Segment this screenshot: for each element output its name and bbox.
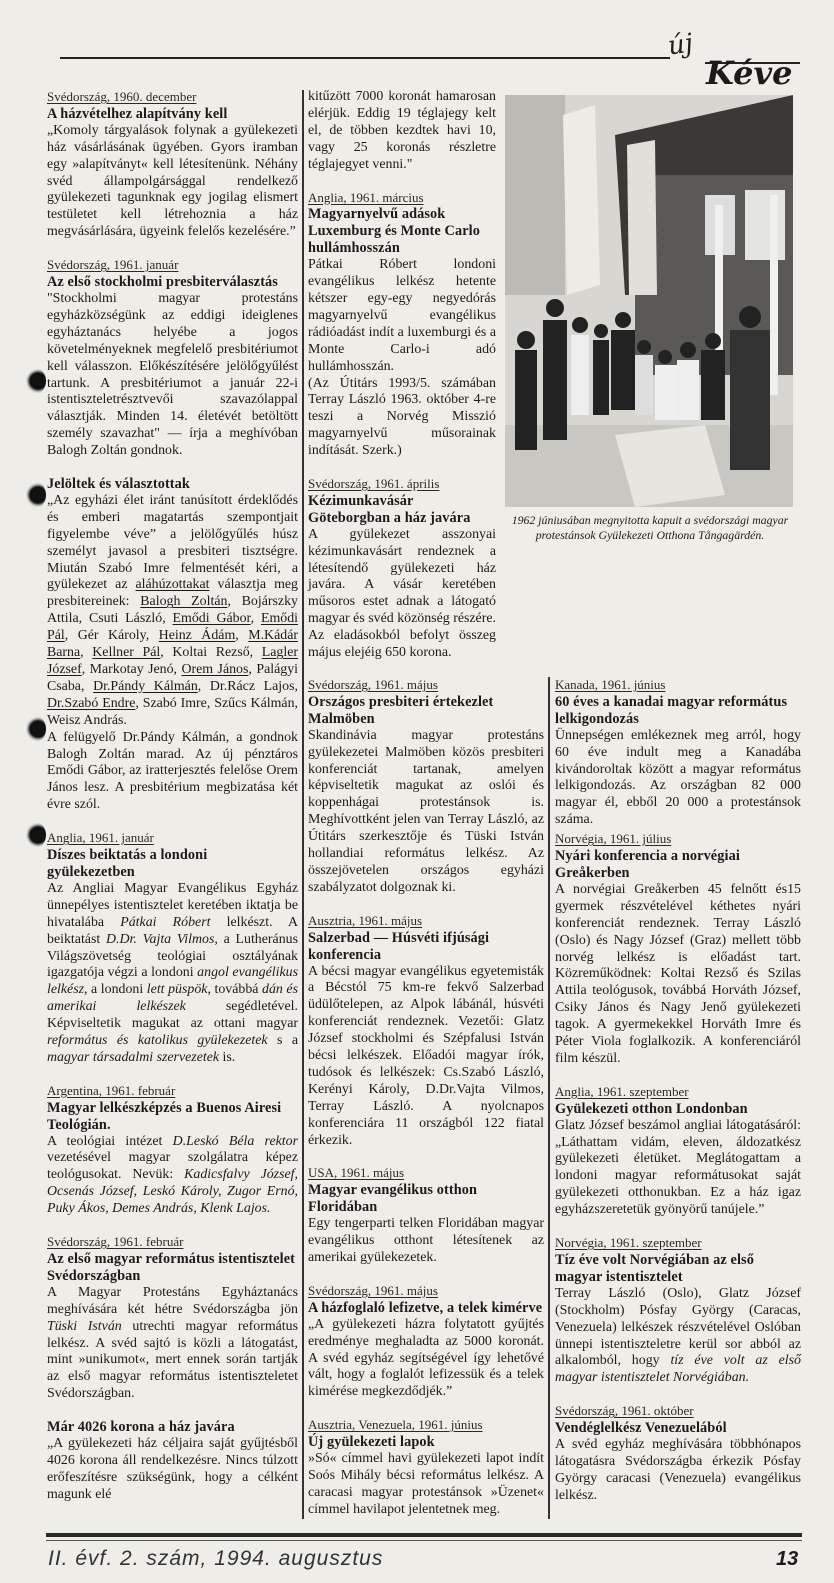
text-run: is.: [219, 1049, 236, 1065]
article-title: Az első magyar református istentisztelet Svédországban: [47, 1251, 296, 1284]
article: [308, 476, 496, 662]
text-run: vezetésével magyar szolgálatra képez teológusokat. Nevük:: [47, 1150, 298, 1183]
article-body: [308, 1216, 544, 1267]
italic-text: Pátkai Róbert: [120, 914, 211, 930]
article-dateline: Svédország, 1960. december: [47, 89, 197, 104]
paragraph: [308, 964, 544, 1150]
article-dateline: Anglia, 1961. szeptember: [555, 1083, 689, 1099]
article: [555, 831, 801, 1068]
text-run: , a Lutheránus Világszövetség teológiai osztályának igazgatója végzi a londoni: [47, 931, 299, 981]
article-dateline: Norvégia, 1961. szeptember: [555, 1235, 702, 1251]
article-body: [47, 1285, 298, 1403]
paragraph: [555, 1118, 801, 1219]
underlined-name: Emődi Pál: [47, 611, 298, 644]
underlined-name: Lagler József: [47, 645, 299, 677]
article-dateline: Argentina, 1961. február: [47, 1082, 176, 1098]
text-run: , Palágyi Csaba,: [47, 662, 299, 694]
text-run: Skandinávia magyar protestáns gyülekezetei Malmöben közös presbiteri konferenciát tartanak, amelyen képviseltetik magukat az oslói és koppenhágai protestánsok is. Meghívottként jelen van Terray László, az Útitárs szerkesztője és Tüski István hollandiai református lelkész. Az összejövetelen országos egyházi szabályzatot dolgoznak ki.: [308, 727, 544, 895]
article-title: Magyar evangélikus otthon Floridában: [308, 1182, 478, 1216]
text-run: , továbbá: [207, 982, 263, 998]
italic-text: dán és amerikai lelkészek: [47, 982, 298, 1015]
paragraph: [47, 1285, 298, 1403]
text-run: , Gér Károly,: [64, 628, 159, 644]
article: [308, 677, 544, 897]
page-number: 13: [776, 1548, 799, 1570]
text-run: , Koltai Rezső,: [160, 645, 262, 661]
underlined-name: Dr.Pándy Kálmán: [93, 678, 198, 694]
article: [308, 1165, 544, 1266]
paragraph: [308, 257, 496, 375]
underlined-name: Heinz Ádám: [158, 628, 236, 644]
column-left: [47, 89, 298, 1504]
article-title: Kézimunkavásár Göteborgban a ház javára: [308, 492, 471, 526]
article: [47, 1083, 298, 1218]
footer-rule-thin: [46, 1540, 802, 1541]
article-dateline: Svédország, 1961. október: [555, 1403, 694, 1419]
article-title: A házfoglaló lefizetve, a telek kimérve: [308, 1299, 543, 1316]
text-run: A Magyar Protestáns Egyháztanács meghívására két hétre Svédországba jön: [47, 1284, 298, 1317]
photo-caption: 1962 júniusában megnyitotta kapuit a svédországi magyar protestánsok Gyülekezeti Otthona Tångagärdén.: [511, 513, 789, 542]
paragraph: [47, 1436, 298, 1504]
underlined-name: Emődi Gábor: [172, 611, 251, 627]
italic-text: D.Dr. Vajta Vilmos: [105, 931, 215, 947]
article: [308, 190, 496, 461]
italic-text: református és katolikus gyülekezetek: [47, 1033, 268, 1049]
article: [47, 476, 298, 814]
article-body: [308, 89, 496, 174]
article-title: Már 4026 korona a ház javára: [47, 1419, 235, 1436]
paragraph: [555, 1286, 801, 1387]
article-dateline: Svédország, 1961. január: [47, 257, 179, 273]
text-run: , Bojárszky Attila, Csuti László,: [47, 594, 298, 627]
column-middle-bottom: [308, 677, 544, 1519]
column-middle-top: [308, 89, 496, 662]
article-title: Nyári konferencia a norvégiai Greåkerben: [555, 848, 740, 881]
article: [47, 1234, 298, 1403]
italic-text: Kadicsfalvy József, Ocsenás József, Leskó Károly, Zugor Ernó, Puky Ákos, Demes András, Klenk Lajos.: [47, 1167, 298, 1217]
text-run: „Komoly tárgyalások folynak a gyülekezeti ház vásárlásának ügyében. Gyors iramban egy »alapítványt« kell létesítenünk. Néhány svéd állampolgársággal rendelkező gyülekezeti tagunknak egy jogilag elismert testületet kell létrehoznia a ház megvásárlására, ügyeink felelős kezelésére.”: [47, 122, 298, 240]
article-dateline: Ausztria, Venezuela, 1961. június: [308, 1417, 483, 1433]
text-run: A teológiai intézet: [47, 1133, 173, 1149]
text-run: A norvégiai Greåkerben 45 felnőtt és15 gyermek részvételével kéthetes nyári konferenciát rendeznek. Terray László (Oslo) és Nagy József (Graz) mellett több norvég lelkész is előadást tart. Közreműködnek: Koltai Rezső és Szilas Attila teológusok, továbbá Horváth József, Csiky János és Nagy Jenő gyülekezeti tagok. A gyermekekkel Horváth Imre és Péter Viola foglalkozik. A konferenciáról film készül.: [555, 881, 801, 1066]
text-run: Terray László (Oslo), Glatz József (Stockholm) Pósfay György (Caracas, Venezuela) lelkészek részvételével Oslóban ünnepi istentiszteletre kerül sor abból az alkalomból, hogy: [555, 1285, 801, 1369]
paragraph: [308, 527, 496, 662]
article-title: A házvételhez alapítvány kell: [47, 105, 228, 122]
italic-text: tíz éve volt az első magyar istentisztelet Norvégiában.: [555, 1353, 801, 1386]
column-divider: [548, 677, 550, 1519]
article-dateline: Anglia, 1961. március: [308, 189, 424, 205]
article-body: [308, 1317, 544, 1402]
column-right: [555, 677, 801, 1505]
underlined-name: Orem János: [181, 662, 249, 677]
photo-community-house: [505, 95, 793, 507]
text-run: ,: [235, 628, 249, 644]
paragraph: [308, 728, 544, 897]
article-title: Díszes beiktatás a londoni gyülekezetben: [47, 847, 208, 880]
paragraph: [308, 1451, 544, 1519]
article-title: 60 éves a kanadai magyar református lelkigondozás: [555, 693, 788, 727]
underlined-name: aláhúzottakat: [135, 577, 210, 593]
text-run: , Dr.Rácz Lajos,: [197, 678, 298, 694]
text-run: ,: [250, 611, 261, 627]
text-run: A gyülekezet asszonyai kézimunkavásárt rendeznek a létesítendő gyülekezeti ház javára. A vásár keretében műsoros estet adnak a látogató magyar és svéd közönség részére. Az eladásokból befolyt összeg május elejéig 650 korona.: [308, 526, 496, 661]
article: [47, 1419, 298, 1504]
article-title: Az első stockholmi presbiterválasztás: [47, 274, 278, 291]
magazine-logo: [668, 30, 818, 96]
article-dateline: Svédország, 1961. február: [47, 1234, 184, 1250]
italic-text: Tüski István: [47, 1318, 122, 1334]
text-run: „A gyülekezeti házra folytatott gyűjtés eredménye meghaladta az 5000 koronát. A svéd egyház segítségével így lehetővé vált, hogy a foglalót lefizessük és a telek kimérése megkezdődjék.”: [308, 1316, 544, 1400]
article-body: [47, 291, 298, 460]
text-run: ,: [80, 645, 93, 661]
article-body: [308, 257, 496, 460]
text-run: (Az Útitárs 1993/5. számában Terray László 1963. október 4-re teszi a Norvég Misszió magyarnyelvű műsorainak indítását. Szerk.): [308, 375, 496, 459]
article-dateline: Ausztria, 1961. május: [308, 912, 423, 928]
text-run: , a londoni: [84, 982, 147, 998]
masthead-rule: [60, 57, 670, 59]
underlined-name: Kellner Pál: [92, 645, 161, 661]
text-run: A felügyelő Dr.Pándy Kálmán, a gondnok Balogh Zoltán marad. Az új pénztáros Emődi Gábor, az iratterjesztés felelőse Orem János lesz. A presbitérium megbizatása két évre szól.: [47, 729, 298, 813]
italic-text: D.Leskó Béla rektor: [172, 1133, 298, 1149]
article-body: [555, 882, 801, 1068]
article-body: [555, 728, 801, 829]
article-dateline: Svédország, 1961. április: [308, 476, 440, 492]
text-run: „Az egyházi élet iránt tanúsított érdeklődés és emberi magatartás szempontjait figyelembe véve” a jelölőgyűlés húsz személyt javasol a presbiteri tisztségre. Miután Szabó Imre felmentését kéri, a gyülekezet az: [47, 492, 298, 593]
article-title: Magyar lelkészképzés a Buenos Airesi Teológián.: [47, 1099, 282, 1133]
article-body: [47, 1436, 298, 1504]
article-body: [47, 1134, 298, 1219]
article-dateline: USA, 1961. május: [308, 1165, 405, 1181]
text-run: lelkészt. A beiktatást: [47, 914, 298, 947]
paragraph: [308, 376, 496, 461]
article-body: [555, 1286, 801, 1387]
article-title: Új gyülekezeti lapok: [308, 1434, 435, 1451]
paragraph: [47, 881, 298, 1067]
paragraph: [555, 882, 801, 1068]
text-run: segédletével. Képviseltetik magukat az ottani magyar: [47, 999, 298, 1032]
text-run: , Markotay Jenó,: [81, 662, 182, 677]
article-title: Vendéglelkész Venezuelából: [555, 1420, 727, 1437]
paragraph: [308, 1216, 544, 1267]
article: [555, 1235, 801, 1387]
footer-rule: [46, 1533, 802, 1537]
text-run: "Stockholmi magyar protestáns egyházközségünk az eddigi ideiglenes egyháztanács helyébe a jogos követelményeknek megfelelő presbitériumot kell válasszon. Előkészítésére jelölőgyűlést tartunk. A presbitériumot a január 22-i istentiszteletrésztvevői szavazólappal választják. Minden 14. életévét betöltött személy szavazhat" — írja a meghívóban Balogh Zoltán gondnok.: [47, 290, 298, 459]
article: [308, 89, 496, 174]
paragraph: [555, 728, 801, 829]
binder-hole: [26, 716, 46, 742]
text-run: választja meg presbitereinek:: [47, 577, 298, 610]
article: [308, 913, 544, 1150]
paragraph: [47, 1134, 298, 1219]
italic-text: angol evangélikus lelkész: [47, 965, 298, 998]
binder-hole: [26, 368, 46, 394]
text-run: Glatz József beszámol angliai látogatásáról: „Láthattam vidám, eleven, áldozatkész gyülekezeti életüket. Meglátogattam a londoni magyar reformátusokat saját gyülekezeti otthonukban. Ez a ház igaz egyházszeretetük gyönyörű tanújele.”: [555, 1117, 801, 1218]
italic-text: magyar társadalmi szervezetek: [47, 1049, 220, 1065]
article-body: [308, 1451, 544, 1519]
article-body: [47, 123, 298, 241]
text-run: utrechti magyar református lelkész. A svéd sajtó is közli a látogatást, mint »unikumot«, mert ennek során tartják az első magyar református istentiszteletet Svédországban.: [47, 1318, 298, 1402]
article: [47, 257, 298, 460]
binder-hole: [26, 482, 46, 508]
text-run: A bécsi magyar evangélikus egyetemisták a Bécstól 75 km-re fekvő Salzerbad üdülőtelepen, az Alpok lábánál, húsvéti konferenciát rendeznek. Vezetői: Glatz József stockholmi és Szépfalusi István bécsi lelkészek. Előadói magyar írók, tudósok és lelkészek: Cs.Szabó László, Kerényi Károly, D.Dr.Vajta Vilmos, Terray László. A nyolcnapos konferenciára 11 országból 122 fiatal érkezik.: [308, 963, 544, 1148]
text-run: Ünnepségen emlékeznek meg arról, hogy 60 éve indult meg a Kanadába kivándoroltak között a magyar református lelkigondozás. Az országban 82 000 magyar él, ebből 20 000 a protestánsok száma.: [555, 727, 801, 828]
text-run: kitűzött 7000 koronát hamarosan elérjük. Eddig 19 téglajegy kelt el, de többen kezdtek havi 10, vagy 25 koronás részletre téglajegyet venni.": [308, 89, 496, 172]
article-dateline: Norvégia, 1961. július: [555, 831, 672, 847]
article-title: Tíz éve volt Norvégiában az első magyar istentisztelet: [555, 1252, 754, 1285]
binder-hole: [26, 822, 46, 848]
paragraph: [308, 89, 496, 174]
article: [308, 1417, 544, 1518]
article-title: Salzerbad — Húsvéti ifjúsági konferencia: [308, 929, 490, 963]
issue-info: II. évf. 2. szám, 1994. augusztus: [48, 1547, 384, 1570]
article-body: [555, 1118, 801, 1219]
logo-uj: új: [666, 28, 695, 62]
article: [555, 677, 801, 829]
article-title: Jelöltek és választottak: [47, 476, 190, 493]
article-dateline: Svédország, 1961. május: [308, 1282, 438, 1298]
paragraph: [47, 493, 298, 730]
article-title: Gyülekezeti otthon Londonban: [555, 1100, 748, 1117]
article-body: [308, 527, 496, 662]
article-dateline: Kanada, 1961. június: [555, 677, 666, 692]
article: [555, 1084, 801, 1219]
article-body: [47, 493, 298, 814]
text-run: , Szabó Imre, Szűcs Kálmán, Weisz András.: [47, 695, 298, 728]
article: [555, 1403, 801, 1504]
article-dateline: Anglia, 1961. január: [47, 830, 154, 846]
text-run: Az Angliai Magyar Evangélikus Egyház ünnepélyes istentisztelet keretében iktatja be hivatalába: [47, 880, 298, 930]
article: [308, 1283, 544, 1401]
paragraph: [47, 123, 298, 241]
article-body: [308, 964, 544, 1150]
article-title: Országos presbiteri értekezlet Malmöben: [308, 693, 494, 727]
photo-image: [505, 95, 793, 507]
article-title: Magyarnyelvű adások Luxemburg és Monte Carlo hullámhosszán: [308, 206, 480, 257]
article-dateline: Svédország, 1961. május: [308, 677, 438, 692]
article-body: [555, 1437, 801, 1505]
article-body: [47, 881, 298, 1067]
text-run: s a: [267, 1033, 298, 1049]
paragraph: [308, 1317, 544, 1402]
text-run: »Só« címmel havi gyülekezeti lapot indít Soós Mihály bécsi református lelkész. A caracasi magyar protestánsok »Üzenet« címmel havilapot jelentetnek meg.: [308, 1451, 544, 1517]
paragraph: [555, 1437, 801, 1505]
text-run: A svéd egyház meghívására többhónapos látogatásra Svédországba érkezik Pósfay György caracasi (Venezuela) evangélikus lelkész.: [555, 1437, 801, 1503]
article: [47, 830, 298, 1067]
column-divider: [302, 90, 304, 1519]
underlined-name: M.Kádár Barna: [47, 628, 298, 661]
article: [47, 89, 298, 241]
text-run: Egy tengerparti telken Floridában magyar evangélikus otthont létesítenek az amerikai gyülekezetek.: [308, 1216, 544, 1265]
underlined-name: Dr.Szabó Endre: [47, 695, 136, 711]
paragraph: [47, 730, 298, 815]
text-run: „A gyülekezeti ház céljaira saját gyűjtésből 4026 korona áll rendelkezésre. Nincs túlzott erőfeszítésre szükségünk, hogy a célként magunk elé: [47, 1436, 298, 1502]
logo-keve: Kéve: [706, 54, 793, 92]
underlined-name: Balogh Zoltán: [140, 594, 228, 610]
article-body: [308, 728, 544, 897]
paragraph: [47, 291, 298, 460]
text-run: Pátkai Róbert londoni evangélikus lelkész hetente kétszer egy-egy negyedórás magyarnyelvű evangélikus rádióadást indít a luxemburgi és a Monte Carlo-i adó hullámhosszán.: [308, 257, 496, 374]
italic-text: lett püspök: [146, 982, 208, 998]
